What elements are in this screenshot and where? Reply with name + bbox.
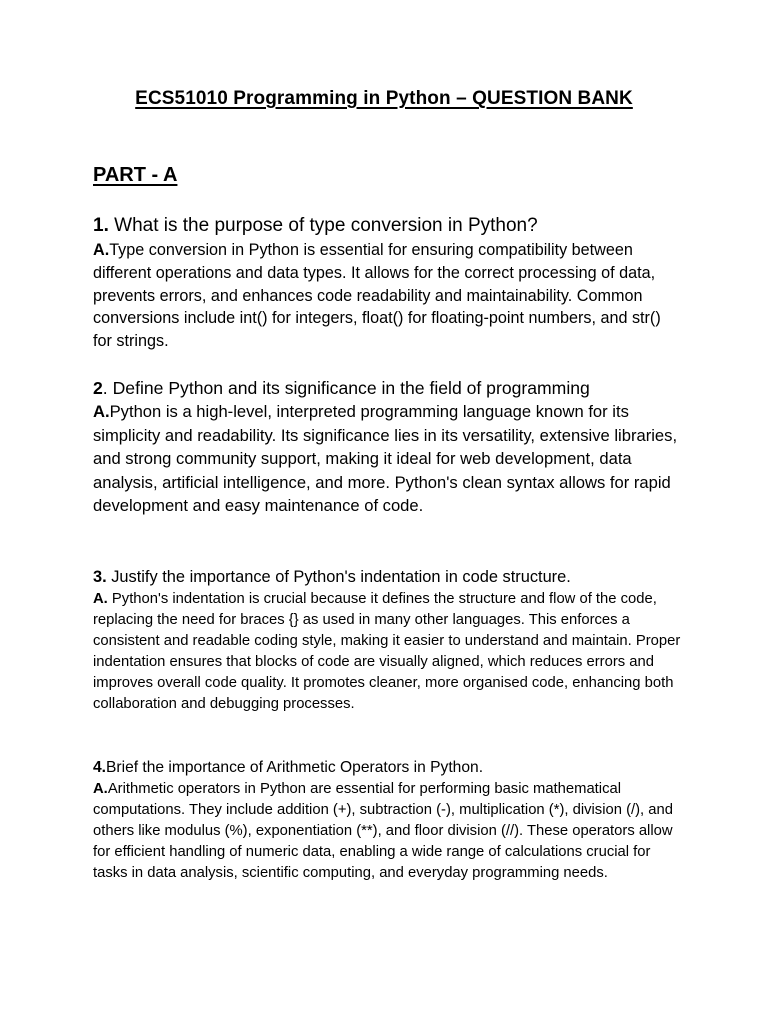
question-block-4 [93, 757, 683, 884]
question-3 [93, 566, 683, 589]
answer-text: Type conversion in Python is essential for ensuring compatibility between different operations and data types. It allows for the correct processing of data, prevents errors, and enhances code readability and maintainability. Common conversions include int() for integers, float() for floating-point numbers, and str() for strings. [93, 241, 661, 351]
question-text: What is the purpose of type conversion in Python? [108, 215, 538, 236]
question-text: . Define Python and its significance in the field of programming [102, 378, 590, 398]
question-number: 2 [93, 378, 103, 398]
question-2 [93, 376, 683, 400]
question-text: Brief the importance of Arithmetic Operators in Python. [106, 759, 484, 776]
answer-text: Python is a high-level, interpreted programming language known for its simplicity and readability. Its significance lies in its versatility, extensive libraries, and strong community support, making it ideal for web development, data analysis, artificial intelligence, and more. Python's clean syntax allows for rapid development and easy maintenance of code. [93, 402, 678, 516]
answer-1 [93, 239, 683, 353]
answer-label: A. [93, 402, 110, 421]
question-block-1 [93, 213, 683, 353]
answer-2 [93, 400, 683, 518]
question-text: Justify the importance of Python's indentation in code structure. [106, 568, 571, 586]
answer-text: Arithmetic operators in Python are essential for performing basic mathematical computations. They include addition (+), subtraction (-), multiplication (*), division (/), and others like modulus (%), exponentiation (**), and floor division (//). These operators allow for efficient handling of numeric data, enabling a wide range of calculations crucial for tasks in data analysis, scientific computing, and everyday programming needs. [93, 781, 673, 881]
question-block-3 [93, 566, 683, 715]
question-4 [93, 757, 683, 779]
answer-text: Python's indentation is crucial because it defines the structure and flow of the code, replacing the need for braces {} as used in many other languages. This enforces a consistent and readable coding style, making it easier to understand and maintain. Proper indentation ensures that blocks of code are visually aligned, which reduces errors and improves overall code quality. It promotes cleaner, more organised code, enhancing both collaboration and debugging processes. [93, 591, 681, 712]
question-number: 4. [93, 759, 107, 776]
answer-label: A. [93, 241, 110, 259]
answer-4 [93, 779, 683, 884]
question-number: 3. [93, 568, 107, 586]
question-1 [93, 213, 683, 239]
answer-label: A. [93, 781, 108, 797]
document-title: ECS51010 Programming in Python – QUESTION BANK [135, 88, 633, 109]
answer-label: A. [93, 591, 108, 607]
question-block-2 [93, 376, 683, 518]
part-heading: PART - A [93, 164, 178, 186]
answer-3 [93, 589, 683, 715]
question-number: 1. [93, 215, 109, 236]
